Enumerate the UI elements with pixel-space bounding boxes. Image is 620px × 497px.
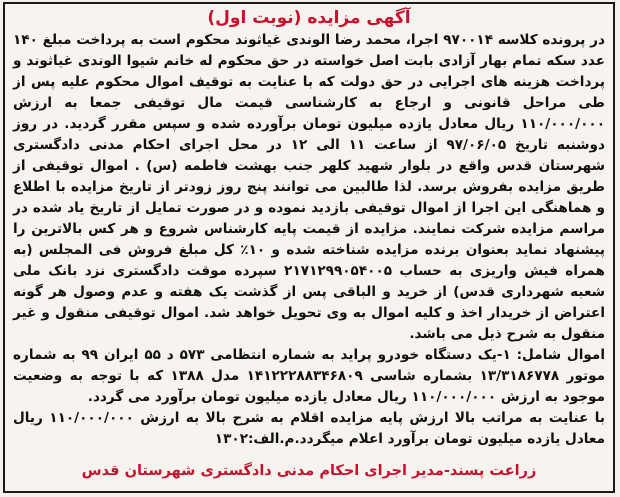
notice-body [5,28,613,450]
notice-title: آگهی مزایده (نوبت اول) [207,8,411,28]
notice-paragraph-valuation: با عنایت به مراتب بالا ارزش پایه مزایده اقلام به شرح بالا به ارزش ۱۱۰/۰۰۰/۰۰۰ ریال معادل یازده میلیون تومان برآورد اعلام میگردد.م.الف:۱۳۰۲ [13,410,605,447]
notice-paragraph-main: در پرونده کلاسه ۹۷۰۰۱۴ اجرا، محمد رضا الوندی غیاثوند محکوم است به پرداخت مبلغ ۱۴۰ عدد سکه تمام بهار آزادی بابت اصل خواسته در حق محکوم له خانم شیوا الوندی غیاثوند و پرداخت هزینه های اجرایی در حق دولت که با عنایت به توقیف اموال محکوم علیه پس از طی مراحل قانونی و ارجاع به کارشناسی قیمت مال توقیفی جمعا به ارزش ۱۱۰/۰۰۰/۰۰۰ ریال معادل یازده میلیون تومان برآورده شده و سپس مقرر گردید. در روز دوشنبه تاریخ ۹۷/۰۶/۰۵ از ساعت ۱۱ الی ۱۲ در محل اجرای احکام مدنی دادگستری شهرستان قدس واقع در بلوار شهید کلهر جنب بهشت فاطمه (س) . اموال توقیفی از طریق مزایده بفروش برسد. لذا طالبین می توانند پنج روز زودتر از تاریخ مزایده با اطلاع و هماهنگی این اجرا از اموال توقیفی بازدید نموده و در صورت تمایل از تاریخ یاد شده در مراسم مزایده شرکت نمایند. مزایده از قیمت پایه کارشناس شروع و هر کس بالاترین را پیشنهاد نماید بعنوان برنده مزایده شناخته شده و ۱۰٪ کل مبلغ فروش فی المجلس (به همراه فیش واریزی به حساب ۲۱۷۱۲۹۹۰۵۴۰۰۵ سپرده موقت دادگستری نزد بانک ملی شعبه شهرداری قدس) از خرید و الباقی پس از گذشت یک هفته و عدم وصول هر گونه اعتراض از خریدار اخذ و کلیه اموال به وی تحویل خواهد شد. اموال توقیفی منقول و غیر منقول به شرح ذیل می باشد. [13,32,605,342]
notice-paragraph-assets: اموال شامل: ۱-یک دستگاه خودرو پراید به شماره انتظامی ۵۷۳ د ۵۵ ایران ۹۹ به شماره موتور ۱۳/۳۱۸۶۷۷۸ بشماره شاسی ۱۴۱۲۲۲۸۸۳۴۶۸۰۹ مدل ۱۳۸۸ که با توجه به وضعیت موجود به ارزش ۱۱۰/۰۰۰/۰۰۰ ریال معادل یازده میلیون تومان برآورد می گردد. [13,347,606,405]
notice-signature: زراعت پسند-مدیر اجرای احکام مدنی دادگستری شهرستان قدس [81,463,537,479]
auction-notice [3,2,615,493]
